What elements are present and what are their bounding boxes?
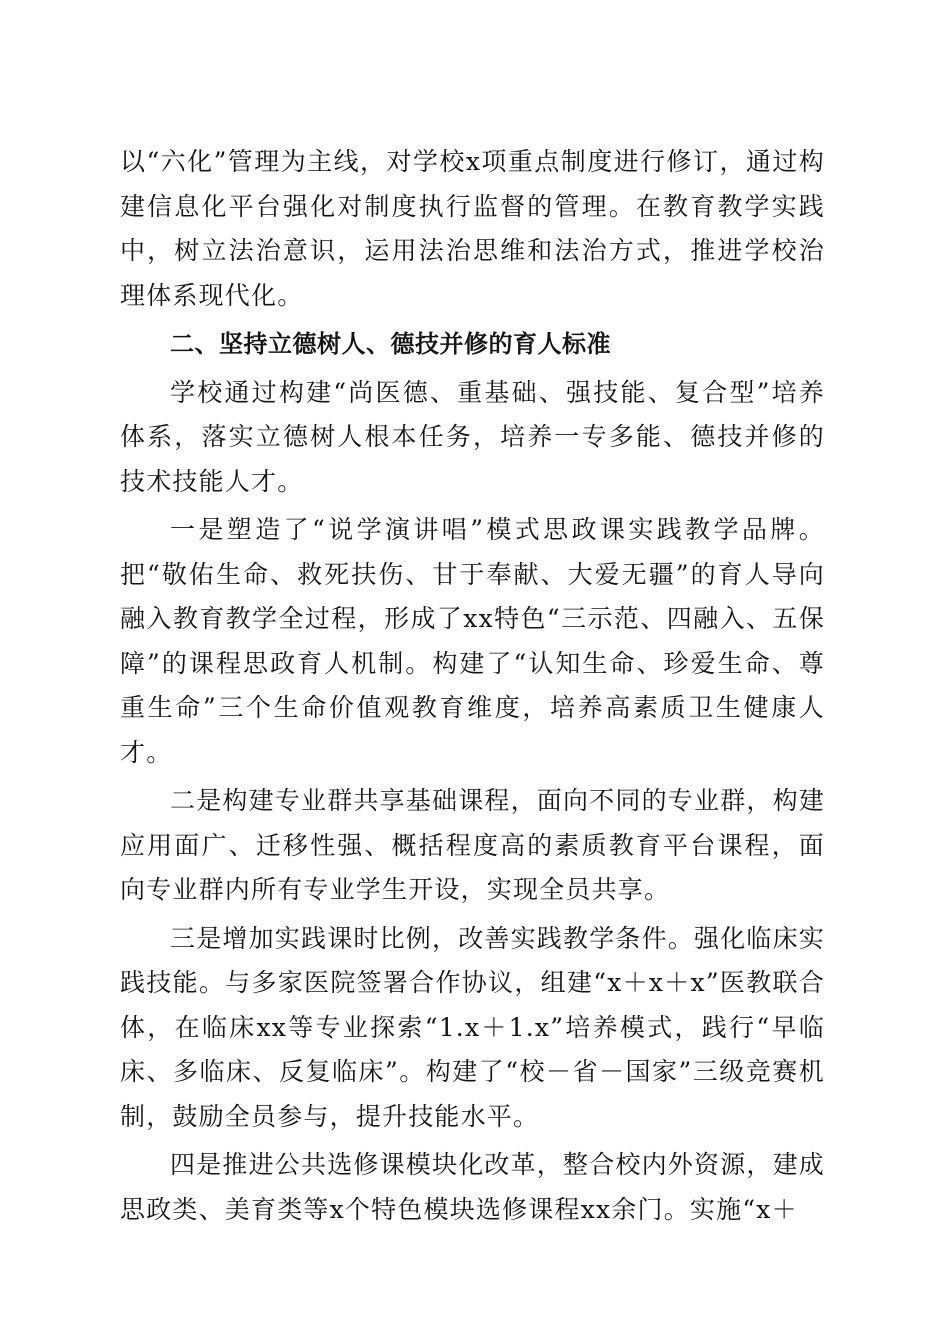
document-body: [120, 140, 825, 1236]
body-paragraph: 一是塑造了“说学演讲唱”模式思政课实践教学品牌。把“敬佑生命、救死扶伤、甘于奉献、大爱无疆”的育人导向融入教育教学全过程，形成了xx特色“三示范、四融入、五保障”的课程思政育人机制。构建了“认知生命、珍爱生命、尊重生命”三个生命价值观教育维度，培养高素质卫生健康人才。: [120, 515, 825, 767]
body-paragraph: 以“六化”管理为主线，对学校x项重点制度进行修订，通过构建信息化平台强化对制度执行监督的管理。在教育教学实践中，树立法治意识，运用法治思维和法治方式，推进学校治理体系现代化。: [120, 147, 825, 310]
body-paragraph: 学校通过构建“尚医德、重基础、强技能、复合型”培养体系，落实立德树人根本任务，培养一专多能、德技并修的技术技能人才。: [120, 377, 825, 496]
body-paragraph: 二是构建专业群共享基础课程，面向不同的专业群，构建应用面广、迁移性强、概括程度高的素质教育平台课程，面向专业群内所有专业学生开设，实现全员共享。: [120, 786, 826, 904]
section-heading: 二、坚持立德树人、德技并修的育人标准: [170, 330, 611, 358]
body-paragraph: 三是增加实践课时比例，改善实践教学条件。强化临床实践技能。与多家医院签署合作协议，组建“x＋x＋x”医教联合体，在临床xx等专业探索“1.x＋1.x”培养模式，践行“早临床、多临床、反复临床”。构建了“校－省－国家”三级竞赛机制，鼓励全员参与，提升技能水平。: [120, 923, 826, 1131]
body-paragraph: 四是推进公共选修课模块化改革，整合校内外资源，建成思政类、美育类等x个特色模块选修课程xx余门。实施“x＋: [120, 1150, 826, 1224]
